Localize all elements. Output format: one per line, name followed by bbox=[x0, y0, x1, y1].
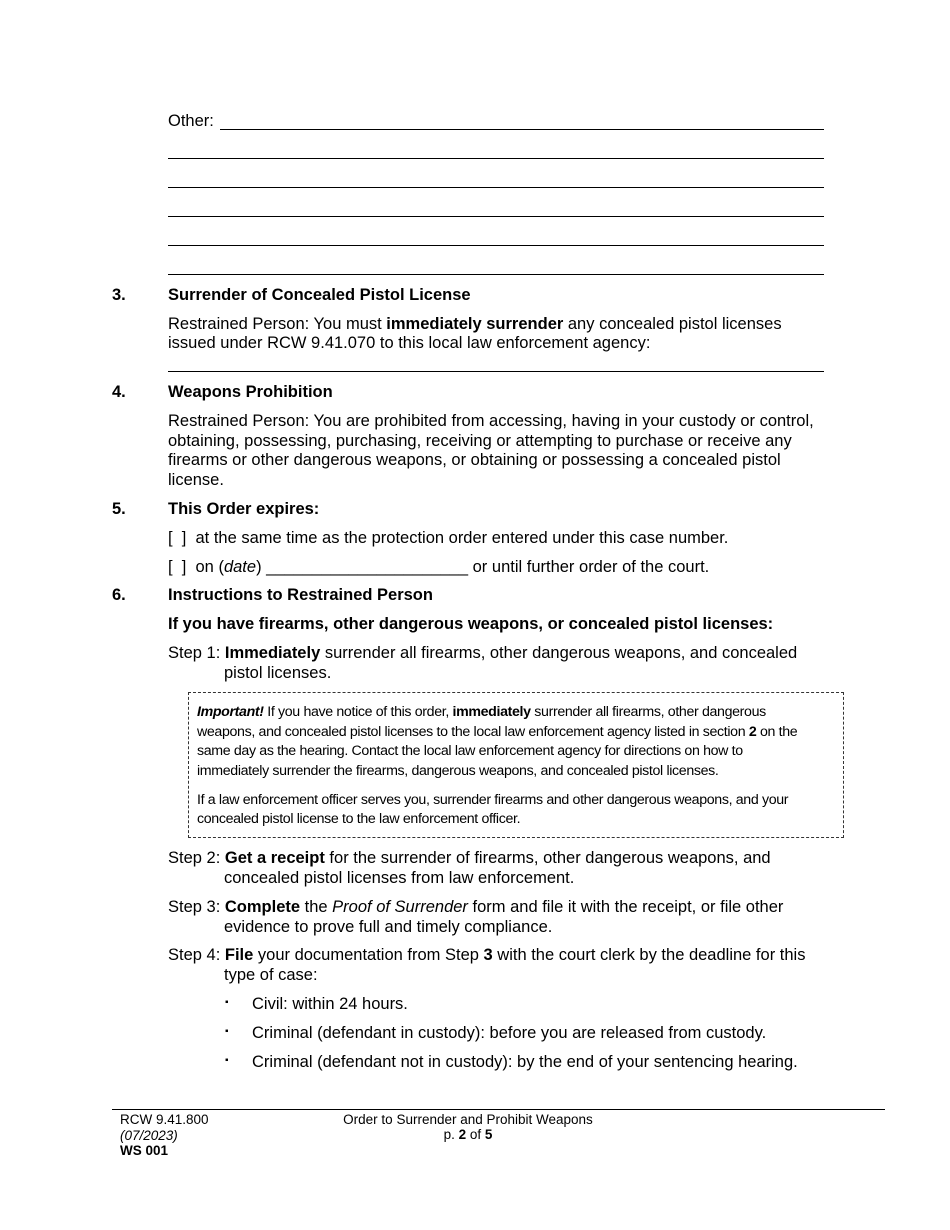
step-2 bbox=[168, 849, 838, 888]
form-name: Proof of Surrender bbox=[332, 898, 468, 916]
step-3 bbox=[168, 898, 838, 937]
emphasis: 3 bbox=[483, 946, 493, 964]
step-continuation: evidence to prove full and timely compliance. bbox=[224, 917, 553, 936]
bullet-icon: ▪ bbox=[225, 997, 229, 1008]
footer-date: (07/2023) bbox=[120, 1128, 178, 1143]
important-lead: Important! bbox=[197, 704, 264, 720]
text-segment: surrender all firearms, other dangerous weapons, and concealed bbox=[320, 644, 798, 662]
checkbox-text: [ ] on ( bbox=[168, 558, 224, 576]
expiry-option-same-time[interactable]: [ ] at the same time as the protection order entered under this case number. bbox=[168, 529, 729, 547]
bullet-icon: ▪ bbox=[225, 1026, 229, 1037]
date-blank[interactable]: ______________________ bbox=[266, 558, 469, 576]
emphasis: Get a receipt bbox=[224, 849, 325, 867]
section-5-number: 5. bbox=[112, 500, 126, 518]
section-6-number: 6. bbox=[112, 586, 126, 604]
footer-page-number bbox=[318, 1127, 618, 1143]
expiry-option-date[interactable] bbox=[168, 558, 709, 578]
step-continuation: concealed pistol licenses from law enforcement. bbox=[224, 868, 575, 887]
text-segment: weapons, and concealed pistol licenses to the local law enforcement agency listed in section bbox=[197, 724, 749, 740]
section-3-text-line-2: issued under RCW 9.41.070 to this local law enforcement agency: bbox=[168, 334, 651, 352]
footer-statute: RCW 9.41.800 bbox=[120, 1112, 209, 1127]
text-segment: or until further order of the court. bbox=[468, 558, 710, 576]
step-label: Step 2: bbox=[168, 849, 225, 867]
important-line-3: same day as the hearing. Contact the local law enforcement agency for directions on how to bbox=[197, 743, 743, 759]
step-label: Step 4: bbox=[168, 946, 225, 964]
step-1 bbox=[168, 644, 838, 683]
emphasis: Immediately bbox=[224, 644, 321, 662]
section-6-subheading: If you have firearms, other dangerous weapons, or concealed pistol licenses: bbox=[168, 615, 774, 633]
text-segment: p. bbox=[443, 1127, 459, 1142]
text-segment: If you have notice of this order, bbox=[263, 704, 453, 720]
section-4-line-3: firearms or other dangerous weapons, or obtaining or possessing a concealed pistol bbox=[168, 451, 781, 469]
other-line-2[interactable] bbox=[168, 158, 824, 159]
important-line-1 bbox=[197, 703, 766, 723]
other-label: Other: bbox=[168, 112, 214, 130]
footer-divider bbox=[112, 1109, 885, 1110]
step-4 bbox=[168, 946, 838, 985]
date-word: date bbox=[223, 558, 257, 576]
text-segment: on the bbox=[756, 724, 798, 740]
section-4-number: 4. bbox=[112, 383, 126, 401]
emphasis: immediately bbox=[452, 704, 531, 720]
section-6-heading: Instructions to Restrained Person bbox=[168, 586, 433, 604]
section-4-line-4: license. bbox=[168, 471, 224, 489]
footer-form-id: WS 001 bbox=[120, 1143, 169, 1158]
important-line-6: concealed pistol license to the law enforcement officer. bbox=[197, 811, 521, 827]
step-label: Step 3: bbox=[168, 898, 225, 916]
step-continuation: type of case: bbox=[224, 965, 318, 984]
emphasis: 2 bbox=[748, 724, 757, 740]
section-4-line-2: obtaining, possessing, purchasing, receiving or attempting to purchase or receive any bbox=[168, 432, 792, 450]
section-4-heading: Weapons Prohibition bbox=[168, 383, 333, 401]
step-continuation: pistol licenses. bbox=[224, 663, 332, 682]
emphasis: Complete bbox=[224, 898, 301, 916]
page-total: 5 bbox=[484, 1127, 493, 1142]
page-current: 2 bbox=[458, 1127, 467, 1142]
section-3-heading: Surrender of Concealed Pistol License bbox=[168, 286, 471, 304]
footer-title: Order to Surrender and Prohibit Weapons bbox=[343, 1112, 593, 1127]
other-line-1[interactable] bbox=[220, 129, 824, 130]
text-segment: Restrained Person: You must bbox=[168, 315, 387, 333]
section-3-number: 3. bbox=[112, 286, 126, 304]
other-line-6[interactable] bbox=[168, 274, 824, 275]
other-line-3[interactable] bbox=[168, 187, 824, 188]
emphasis: immediately surrender bbox=[386, 315, 564, 333]
bullet-criminal-in-custody: Criminal (defendant in custody): before you are released from custody. bbox=[252, 1024, 767, 1042]
important-line-2 bbox=[197, 723, 797, 743]
section-5-heading: This Order expires: bbox=[168, 500, 320, 518]
text-segment: your documentation from Step bbox=[253, 946, 484, 964]
agency-line[interactable] bbox=[168, 371, 824, 372]
important-line-5: If a law enforcement officer serves you, surrender firearms and other dangerous weapons, and your bbox=[197, 792, 789, 808]
bullet-civil: Civil: within 24 hours. bbox=[252, 995, 408, 1013]
text-segment: for the surrender of firearms, other dangerous weapons, and bbox=[324, 849, 771, 867]
important-notice-box bbox=[188, 692, 844, 838]
text-segment: the bbox=[300, 898, 333, 916]
text-segment: with the court clerk by the deadline for this bbox=[492, 946, 806, 964]
text-segment: any concealed pistol licenses bbox=[563, 315, 782, 333]
emphasis: File bbox=[224, 946, 254, 964]
other-line-4[interactable] bbox=[168, 216, 824, 217]
text-segment: form and file it with the receipt, or file other bbox=[467, 898, 784, 916]
bullet-icon: ▪ bbox=[225, 1055, 229, 1066]
step-label: Step 1: bbox=[168, 644, 225, 662]
section-3-text-line-1 bbox=[168, 315, 782, 335]
section-4-line-1: Restrained Person: You are prohibited from accessing, having in your custody or control, bbox=[168, 412, 814, 430]
important-line-4: immediately surrender the firearms, dangerous weapons, and concealed pistol licenses. bbox=[197, 763, 719, 779]
text-segment: of bbox=[466, 1127, 485, 1142]
other-line-5[interactable] bbox=[168, 245, 824, 246]
text-segment: surrender all firearms, other dangerous bbox=[530, 704, 766, 720]
bullet-criminal-not-in-custody: Criminal (defendant not in custody): by the end of your sentencing hearing. bbox=[252, 1053, 798, 1071]
text-segment: ) bbox=[256, 558, 267, 576]
